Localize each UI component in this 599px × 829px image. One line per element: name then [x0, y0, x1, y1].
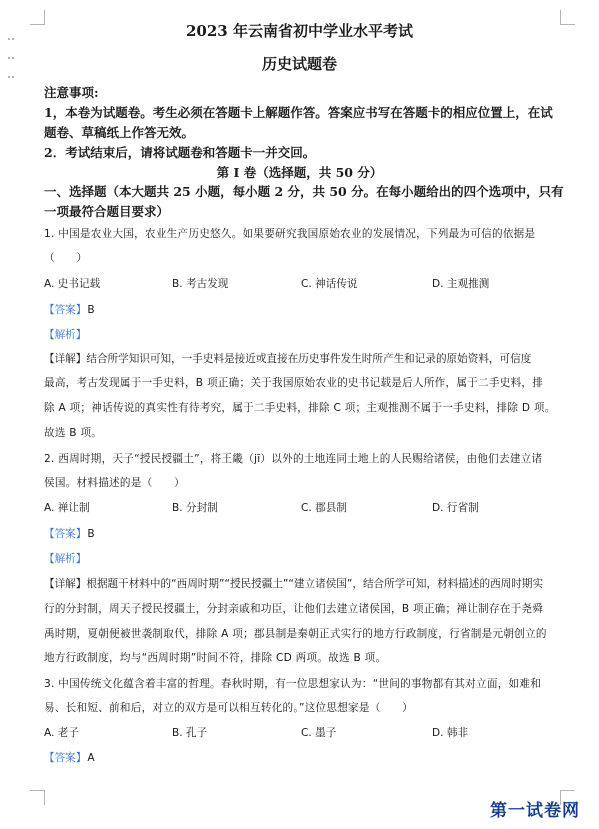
question-3-option-c: C. 墨子: [301, 727, 337, 739]
question-2-detail-line: 禹时期，夏朝便被世袭制取代，排除 A 项；郡县制是秦朝正式实行的地方行政制度，行省制是元朝创立的: [44, 628, 547, 640]
question-3-stem: 易、长和短、前和后，对立的双方是可以相互转化的。”这位思想家是（ ）: [44, 702, 414, 714]
question-3-stem: 3. 中国传统文化蕴含着丰富的哲理。春秋时期，有一位思想家认为：“世间的事物都有其对立面，如难和: [44, 678, 542, 690]
page-subtitle: 历史试题卷: [261, 55, 337, 73]
section-title: 第 I 卷（选择题，共 50 分）: [216, 165, 383, 180]
question-2-detail: 【详解】根据题干材料中的“西周时期”“授民授疆土”“建立诸侯国”，结合所学可知，材料描述的西周时期实: [44, 578, 544, 590]
question-2-stem: 2. 西周时期，天子“授民授疆土”，将王畿（jī）以外的土地连同土地上的人民赐给诸侯，由他们去建立诸: [44, 453, 543, 465]
question-1-detail: 【详解】结合所学知识可知，一手史料是接近或直接在历史事件发生时所产生和记录的原始资料，可信度: [44, 353, 532, 365]
question-1-option-a: A. 史书记载: [44, 278, 101, 290]
section-instruction: 一项最符合题目要求）: [44, 204, 170, 219]
question-2-option-d: D. 行省制: [432, 502, 479, 514]
question-1-analysis-label: 【解析】: [44, 329, 87, 341]
question-3-option-d: D. 韩非: [432, 727, 469, 739]
question-3-answer: 【答案】A: [44, 752, 95, 764]
question-2-detail-line: 地方行政制度，均与“西周时期”时间不符，排除 CD 两项。故选 B 项。: [44, 652, 387, 664]
question-1-detail-line: 除 A 项；神话传说的真实性有待考究，属于二手史料，排除 C 项；主观推测不属于一手史料，排除 D 项。: [44, 402, 556, 414]
question-1-option-c: C. 神话传说: [301, 278, 358, 290]
notice-line: 2．考试结束后，请将试题卷和答题卡一并交回。: [44, 145, 316, 160]
notice-heading: 注意事项:: [44, 85, 99, 100]
question-3-option-b: B. 孔子: [172, 727, 208, 739]
question-3-option-a: A. 老子: [44, 727, 79, 739]
site-watermark-logo: 第一试卷网: [490, 801, 580, 821]
question-1-detail-line: 故选 B 项。: [44, 427, 103, 439]
notice-line: 题卷、草稿纸上作答无效。: [44, 125, 195, 140]
notice-line: 1，本卷为试题卷。考生必须在答题卡上解题作答。答案应书写在答题卡的相应位置上，在试: [44, 105, 553, 120]
question-1-option-b: B. 考古发现: [172, 278, 229, 290]
question-1-answer: 【答案】B: [44, 304, 95, 316]
question-2-option-b: B. 分封制: [172, 502, 218, 514]
question-2-option-a: A. 禅让制: [44, 502, 90, 514]
question-2-analysis-label: 【解析】: [44, 553, 87, 565]
crop-mark-bottom-left: [30, 790, 45, 805]
question-2-stem: 侯国。材料描述的是（ ）: [44, 477, 185, 489]
question-1-option-d: D. 主观推测: [432, 278, 490, 290]
question-1-detail-line: 最高，考古发现属于一手史料，B 项正确；关于我国原始农业的史书记载是后人所作，属于二手史料，排: [44, 377, 544, 389]
page-title: 2023 年云南省初中学业水平考试: [186, 22, 413, 40]
question-1-stem: 1. 中国是农业大国，农业生产历史悠久。如果要研究我国原始农业的发展情况，下列最为可信的依据是: [44, 228, 536, 240]
question-2-option-c: C. 郡县制: [301, 502, 347, 514]
question-1-stem: （ ）: [44, 252, 88, 264]
question-2-answer: 【答案】B: [44, 528, 95, 540]
question-2-detail-line: 行的分封制，周天子授民授疆土，分封亲戚和功臣，让他们去建立诸侯国，B 项正确；禅让制存在于尧舜: [44, 603, 544, 615]
section-instruction: 一、选择题（本大题共 25 小题，每小题 2 分，共 50 分。在每小题给出的四个选项中，只有: [44, 184, 564, 199]
